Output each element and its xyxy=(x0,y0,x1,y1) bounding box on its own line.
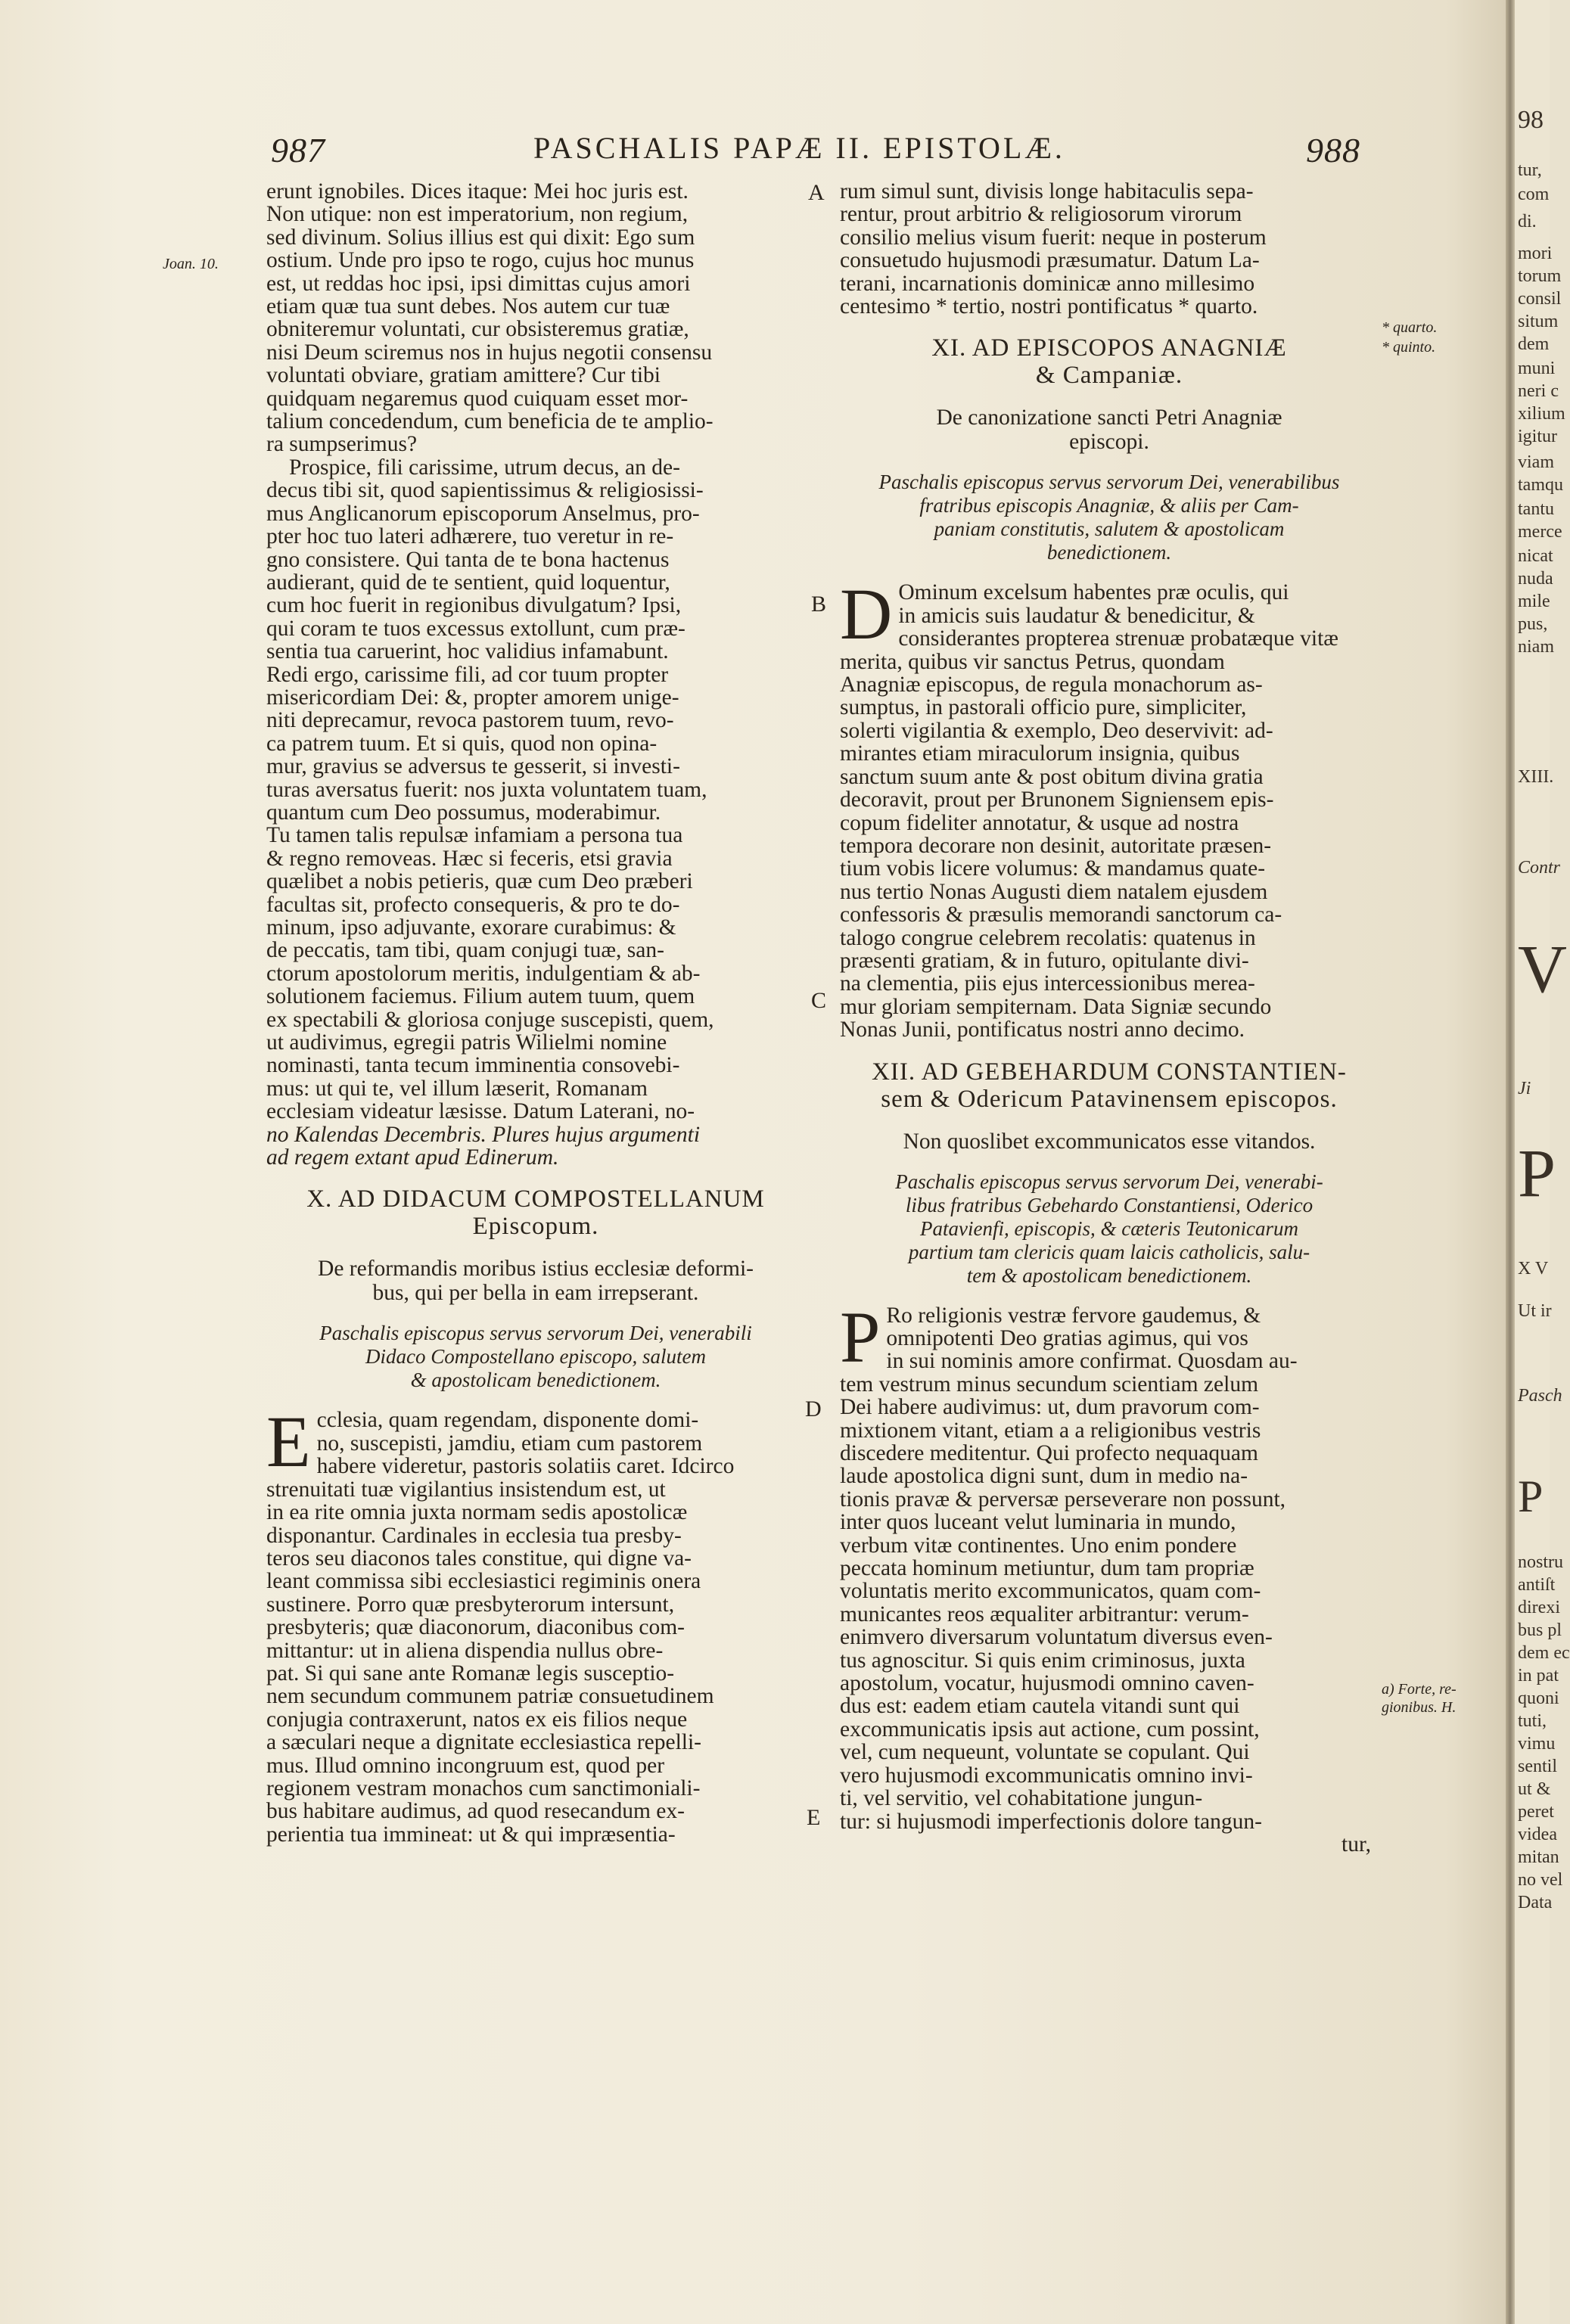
letter-10-title: X. AD DIDACUM COMPOSTELLANUM xyxy=(306,1185,765,1213)
text-line: Anagniæ episcopus, de regula monachorum as- xyxy=(840,673,1263,698)
text-line: bus habitare audimus, ad quod resecandum ex- xyxy=(266,1799,685,1824)
text-line: sed divinum. Solius illius est qui dixit: Ego sum xyxy=(266,225,695,250)
text-line: rentur, prout arbitrio & religiosorum virorum xyxy=(840,202,1242,227)
greeting-line: Paschalis episcopus servus servorum Dei, venerabi- xyxy=(895,1170,1323,1193)
text-line: nem secundum communem patriæ consuetudinem xyxy=(266,1684,714,1709)
next-page-fragment: xilium xyxy=(1518,404,1565,424)
text-line: quantum cum Deo possumus, moderabimur. xyxy=(266,800,661,825)
text-line: cum hoc fuerit in regionibus divulgatum? Ipsi, xyxy=(266,593,682,618)
text-line: sumptus, in pastorali officio pure, simpliciter, xyxy=(840,695,1247,720)
letter-10-subtitle: Episcopum. xyxy=(472,1213,599,1241)
text-line: de peccatis, tam tibi, quam conjugi tuæ, san- xyxy=(266,938,664,963)
text-line: verbum vitæ continentes. Uno enim pondere xyxy=(840,1533,1237,1558)
text-line: voluntati obviare, gratiam amittere? Cur tibi xyxy=(266,363,661,388)
next-page-fragment: nostru xyxy=(1518,1552,1563,1572)
next-page-fragment: vimu xyxy=(1518,1734,1556,1754)
text-line: decoravit, prout per Brunonem Signiensem epis- xyxy=(840,788,1274,812)
text-line: in ea rite omnia juxta normam sedis apostolicæ xyxy=(266,1500,688,1525)
text-line: pter hoc tuo lateri adhærere, tuo veretur in re- xyxy=(266,524,674,549)
next-page-fragment: merce xyxy=(1518,522,1562,542)
text-line: no, suscepisti, jamdiu, etiam cum pastorem xyxy=(316,1431,703,1456)
text-line: cclesia, quam regendam, disponente domi- xyxy=(316,1408,699,1433)
letter-12-title: XII. AD GEBEHARDUM CONSTANTIEN- xyxy=(872,1058,1347,1086)
text-line: ecclesiam videatur læsisse. Datum Laterani, no- xyxy=(266,1099,695,1124)
next-page-fragment: tur, xyxy=(1518,160,1542,180)
greeting-line: fratribus episcopis Anagniæ, & aliis per Cam- xyxy=(919,494,1299,517)
next-page-fragment: pus, xyxy=(1518,614,1548,634)
next-page-fragment: situm xyxy=(1518,312,1559,331)
text-line: centesimo * tertio, nostri pontificatus * quarto. xyxy=(840,294,1258,319)
text-line: leant commissa sibi ecclesiastici regiminis onera xyxy=(266,1569,701,1594)
text-line: consuetudo hujusmodi præsumatur. Datum La- xyxy=(840,248,1260,273)
left-para-1 xyxy=(266,180,805,456)
next-page-fragment: nuda xyxy=(1518,569,1553,589)
text-line: habere videretur, pastoris solatiis caret. Idcirco xyxy=(316,1454,735,1479)
text-line: ctorum apostolorum meritis, indulgentiam & ab- xyxy=(266,961,701,986)
text-line: decus tibi sit, quod sapientissimus & religiosissi- xyxy=(266,478,704,503)
text-line: talium concedendum, cum beneficia de te amplio- xyxy=(266,409,713,434)
text-line: teros seu diaconos tales constitue, qui digne va- xyxy=(266,1546,692,1571)
next-page-fragment: tantu xyxy=(1518,499,1554,519)
text-line: Non utique: non est imperatorium, non regium, xyxy=(266,202,689,227)
text-line: sustinere. Porro quæ presbyterorum intersunt, xyxy=(266,1592,675,1617)
text-line: ex spectabili & gloriosa conjuge suscepisti, quem, xyxy=(266,1007,714,1032)
next-page-fragment: dem ec xyxy=(1518,1643,1570,1663)
next-page-fragment: no vel xyxy=(1518,1870,1563,1890)
next-page-fragment: Ut ir xyxy=(1518,1301,1552,1321)
text-line: mus. Illud omnino incongruum est, quod per xyxy=(266,1753,665,1778)
right-para-1 xyxy=(840,180,1379,318)
text-line: considerantes propterea strenuæ probatæque vitæ xyxy=(898,626,1338,651)
right-column xyxy=(840,180,1379,1856)
next-page-fragment: quoni xyxy=(1518,1689,1559,1708)
greeting-line: paniam constitutis, salutem & apostolicam xyxy=(934,517,1285,541)
running-title: PASCHALIS PAPÆ II. EPISTOLÆ. xyxy=(533,131,1065,165)
text-line: rum simul sunt, divisis longe habitaculis sepa- xyxy=(840,179,1254,204)
letter-12-greeting xyxy=(840,1170,1379,1288)
text-line: mus: ut qui te, vel illum læserit, Romanam xyxy=(266,1076,648,1101)
text-line: & regno removeas. Hæc si feceris, etsi gravia xyxy=(266,846,673,871)
next-page-fragment: Data xyxy=(1518,1893,1553,1912)
next-page-fragment: in pat xyxy=(1518,1666,1559,1686)
text-line: vero hujusmodi excommunicatis omnino invi- xyxy=(840,1763,1253,1788)
greeting-line: & apostolicam benedictionem. xyxy=(410,1369,661,1392)
summary-line: bus, qui per bella in eam irrepserant. xyxy=(372,1281,699,1306)
next-page-fragment: com xyxy=(1518,185,1550,204)
text-line: obniteremur voluntati, cur obsisteremus gratiæ, xyxy=(266,317,689,342)
drop-cap: P xyxy=(840,1296,881,1378)
right-page-number: 988 xyxy=(1306,131,1360,169)
text-line: sanctum suum ante & post obitum divina gratia xyxy=(840,764,1264,789)
text-line: ti, vel servitio, vel cohabitatione jungun- xyxy=(840,1786,1203,1811)
next-page-fragment: X V xyxy=(1518,1259,1549,1279)
text-line: presbyteris; quæ diaconorum, diaconibus com- xyxy=(266,1615,686,1640)
text-line: voluntatis merito excommunicatos, quam com- xyxy=(840,1579,1261,1604)
section-marker-c-left: C xyxy=(811,988,827,1013)
letter-10-summary xyxy=(266,1257,805,1305)
text-line: sentia tua caruerint, hoc validius infamabunt. xyxy=(266,639,669,664)
text-line: audierant, quid de te sentient, quid loquentur, xyxy=(266,570,670,595)
text-line: tem vestrum minus secundum scientiam zelum xyxy=(840,1372,1259,1397)
next-page-fragment: Pasch xyxy=(1518,1386,1562,1406)
next-page-edge xyxy=(1515,0,1570,2324)
next-page-fragment: P xyxy=(1518,1136,1556,1211)
text-line: laude apostolica digni sunt, dum in medio na- xyxy=(840,1464,1248,1489)
next-page-fragment: bus pl xyxy=(1518,1620,1562,1640)
drop-cap: D xyxy=(840,573,893,655)
text-line: turas aversatus fuerit: nos juxta voluntatem tuam, xyxy=(266,777,707,802)
next-page-fragment: 98 xyxy=(1518,106,1544,134)
text-line: Nonas Junii, pontificatus nostri anno decimo. xyxy=(840,1018,1245,1042)
greeting-line: tem & apostolicam benedictionem. xyxy=(966,1263,1252,1287)
next-page-fragment: videa xyxy=(1518,1825,1557,1844)
text-line: tus agnoscitur. Si quis enim criminosus, juxta xyxy=(840,1648,1245,1673)
text-line: ra sumpserimus? xyxy=(266,432,418,457)
next-page-fragment: niam xyxy=(1518,637,1554,657)
text-line: quælibet a nobis petieris, quæ cum Deo præberi xyxy=(266,869,693,894)
next-page-fragment: torum xyxy=(1518,266,1562,286)
greeting-line: partium tam clericis quam laicis catholicis, salu- xyxy=(908,1240,1310,1263)
greeting-line: benedictionem. xyxy=(1046,541,1172,564)
text-line: tempora decorare non desinit, autoritate præsen- xyxy=(840,833,1272,858)
catchword: tur, xyxy=(1341,1832,1371,1856)
next-page-fragment: Contr xyxy=(1518,858,1561,878)
next-page-fragment: tuti, xyxy=(1518,1711,1547,1731)
next-page-fragment: Ji xyxy=(1518,1079,1531,1098)
letter-12-summary: Non quoslibet excommunicatos esse vitandos. xyxy=(903,1129,1316,1154)
text-line: perientia tua immineat: ut & qui impræsentia- xyxy=(266,1822,676,1847)
text-line: mittantur: ut in aliena dispendia nullus obre- xyxy=(266,1638,664,1663)
letter-12-subtitle: sem & Odericum Patavinensem episcopos. xyxy=(881,1085,1338,1113)
text-line: terani, incarnationis dominicæ anno millesimo xyxy=(840,271,1255,296)
text-line: Prospice, fili carissime, utrum decus, an de- xyxy=(289,455,680,480)
letter-11-summary xyxy=(840,405,1379,454)
text-line: tium vobis licere volumus: & mandamus quate- xyxy=(840,856,1266,881)
margin-note-quinto: * quinto. xyxy=(1382,339,1436,356)
text-line: municantes reos æqualiter arbitrantur: verum- xyxy=(840,1602,1249,1626)
left-page-number: 987 xyxy=(271,131,325,169)
left-column xyxy=(266,180,805,1846)
text-line: omnipotenti Deo gratias agimus, qui vos xyxy=(886,1325,1248,1350)
text-line: apostolum, vocatur, hujusmodi omnino caven- xyxy=(840,1671,1254,1696)
text-line: conjugia contraxerunt, natos ex eis filios neque xyxy=(266,1707,688,1732)
text-line: nisi Deum sciremus nos in hujus negotii consensu xyxy=(266,340,713,365)
text-line: qui coram te tuos excessus extollunt, cum præ- xyxy=(266,616,686,641)
text-line: talogo congrue celebrem recolatis: quatenus in xyxy=(840,925,1256,950)
text-line: ca patrem tuum. Et si quis, quod non opina- xyxy=(266,731,658,756)
next-page-fragment: muni xyxy=(1518,359,1556,378)
next-page-fragment: viam xyxy=(1518,452,1554,472)
next-page-fragment: mori xyxy=(1518,244,1553,263)
text-line: niti deprecamur, revoca pastorem tuum, revo- xyxy=(266,708,674,733)
text-line: ut audivimus, egregii patris Wilielmi nomine xyxy=(266,1030,667,1055)
next-page-fragment: P xyxy=(1518,1471,1544,1521)
text-line: Redi ergo, carissime fili, ad cor tuum propter xyxy=(266,662,669,687)
next-page-fragment: neri c xyxy=(1518,381,1559,401)
next-page-fragment: tamqu xyxy=(1518,475,1563,495)
drop-cap: E xyxy=(266,1401,311,1483)
text-line: mus Anglicanorum episcoporum Anselmus, pro- xyxy=(266,501,700,526)
text-line: gno consistere. Qui tanta de te bona hactenus xyxy=(266,547,670,572)
text-line: in amicis suis laudatur & benedicitur, & xyxy=(898,603,1255,628)
text-line: ostium. Unde pro ipso te rogo, cujus hoc munus xyxy=(266,248,695,273)
next-page-fragment: antiſt xyxy=(1518,1575,1556,1595)
summary-line: episcopi. xyxy=(1069,430,1149,455)
next-page-fragment: XIII. xyxy=(1518,767,1554,787)
next-page-fragment: igitur xyxy=(1518,427,1557,446)
text-line: mixtionem vitant, etiam a a religionibus vestris xyxy=(840,1418,1261,1443)
next-page-fragment: consil xyxy=(1518,289,1562,309)
margin-note-quarto: * quarto. xyxy=(1382,319,1438,336)
next-page-fragment: peret xyxy=(1518,1802,1554,1822)
text-line: minum, ipso adjuvante, exorare curabimus: & xyxy=(266,915,676,940)
text-line: mirantes etiam miraculorum insignia, quibus xyxy=(840,741,1240,766)
greeting-line: libus fratribus Gebehardo Constantiensi, Oderico xyxy=(905,1193,1314,1216)
section-marker-e: E xyxy=(807,1805,821,1830)
section-marker-d: D xyxy=(805,1397,822,1421)
text-line: strenuitati tuæ vigilantius insistendum est, ut xyxy=(266,1477,666,1502)
summary-line: De canonizatione sancti Petri Anagniæ xyxy=(936,405,1282,430)
greeting-line: Paschalis episcopus servus servorum Dei, venerabilibus xyxy=(878,471,1340,494)
text-line: Ro religionis vestræ fervore gaudemus, & xyxy=(886,1303,1261,1328)
section-marker-a: A xyxy=(808,180,825,205)
text-line: Ominum excelsum habentes præ oculis, qui xyxy=(898,580,1289,605)
text-line: mur gloriam sempiternam. Data Signiæ secundo xyxy=(840,994,1272,1019)
next-page-fragment: nicat xyxy=(1518,546,1553,566)
summary-line: De reformandis moribus istius ecclesiæ deformi- xyxy=(318,1257,754,1282)
text-line: nus tertio Nonas Augusti diem natalem ejusdem xyxy=(840,879,1268,904)
letter-11-greeting xyxy=(840,471,1379,564)
letter-10-greeting xyxy=(266,1322,805,1392)
text-line: præsenti gratiam, & in futuro, opitulante divi- xyxy=(840,948,1249,973)
text-line: ad regem extant apud Edinerum. xyxy=(266,1145,559,1170)
text-line: solutionem faciemus. Filium autem tuum, quem xyxy=(266,984,695,1009)
text-line: peccata hominum metiuntur, dum tam propriæ xyxy=(840,1556,1254,1581)
letter-10-body xyxy=(266,1401,805,1847)
text-line: excommunicatis ipsis aut actione, cum possint, xyxy=(840,1717,1260,1741)
section-marker-b: B xyxy=(811,592,827,617)
next-page-fragment: di. xyxy=(1518,212,1537,231)
margin-note-forte: a) Forte, re- xyxy=(1382,1681,1457,1698)
text-line: consilio melius visum fuerit: neque in posterum xyxy=(840,225,1267,250)
next-page-fragment: mitan xyxy=(1518,1847,1559,1867)
text-line: tur: si hujusmodi imperfectionis dolore tangun- xyxy=(840,1809,1262,1834)
left-para-2 xyxy=(266,456,805,1170)
text-line: erunt ignobiles. Dices itaque: Mei hoc juris est. xyxy=(266,179,689,204)
text-line: misericordiam Dei: &, propter amorem unige- xyxy=(266,685,679,710)
next-page-fragment: dem xyxy=(1518,334,1550,354)
text-line: enimvero diversarum voluntatum diversus even- xyxy=(840,1625,1273,1650)
text-line: nominasti, tanta tecum imminentia consovebi- xyxy=(266,1053,680,1078)
letter-11-title: XI. AD EPISCOPOS ANAGNIÆ xyxy=(931,334,1287,362)
text-line: na clementia, piis ejus intercessionibus merea- xyxy=(840,971,1255,996)
margin-note-gionibus: gionibus. H. xyxy=(1382,1699,1457,1716)
letter-11-body xyxy=(840,573,1379,1042)
text-line: dus est: eadem etiam cautela vitandi sunt qui xyxy=(840,1694,1240,1719)
text-line: Tu tamen talis repulsæ infamiam a persona tua xyxy=(266,823,683,848)
text-line: Dei habere audivimus: ut, dum pravorum com- xyxy=(840,1395,1260,1420)
text-line: disponantur. Cardinales in ecclesia tua presby- xyxy=(266,1523,682,1548)
greeting-line: Patavienfi, episcopis, & cæteris Teutonicarum xyxy=(920,1216,1298,1240)
greeting-line: Paschalis episcopus servus servorum Dei, venerabili xyxy=(319,1322,752,1345)
text-line: inter quos luceant velut luminaria in mundo, xyxy=(840,1510,1236,1535)
book-gutter xyxy=(1506,0,1515,2324)
text-line: vel, cum nequeunt, voluntate se copulant. Qui xyxy=(840,1740,1250,1765)
text-line: in sui nominis amore confirmat. Quosdam au- xyxy=(886,1349,1298,1374)
text-line: confessoris & præsulis memorandi sanctorum ca- xyxy=(840,903,1282,927)
next-page-fragment: sentil xyxy=(1518,1757,1557,1776)
text-line: tionis pravæ & perversæ perseverare non possunt, xyxy=(840,1487,1286,1512)
next-page-fragment: mile xyxy=(1518,592,1550,611)
text-line: mur, gravius se adversus te gesserit, si investi- xyxy=(266,754,680,779)
text-line: discedere meditentur. Qui profecto nequaquam xyxy=(840,1441,1258,1465)
letter-11-subtitle: & Campaniæ. xyxy=(1035,362,1183,390)
text-line: copum fideliter annotatur, & usque ad nostra xyxy=(840,810,1239,835)
greeting-line: Didaco Compostellano episcopo, salutem xyxy=(365,1345,706,1369)
letter-12-body xyxy=(840,1296,1379,1856)
text-line: solerti vigilantia & exemplo, Deo deservivit: ad- xyxy=(840,718,1273,743)
next-page-fragment: ut & xyxy=(1518,1779,1551,1799)
next-page-fragment: V xyxy=(1518,932,1567,1007)
text-line: regionem vestram monachos cum sanctimoniali- xyxy=(266,1776,701,1800)
text-line: pat. Si qui sane ante Romanæ legis susceptio- xyxy=(266,1661,675,1686)
text-line: a sæculari neque a dignitate ecclesiastica repelli- xyxy=(266,1730,701,1755)
text-line: merita, quibus vir sanctus Petrus, quondam xyxy=(840,649,1225,674)
margin-note-joan: Joan. 10. xyxy=(163,256,219,272)
next-page-fragment: direxi xyxy=(1518,1598,1560,1617)
text-line: quidquam negaremus quod cuiquam esset mor- xyxy=(266,386,689,411)
text-line: est, ut reddas hoc ipsi, ipsi dimittas cujus amori xyxy=(266,271,691,296)
text-line: facultas sit, profecto consequeris, & pro te do- xyxy=(266,892,680,917)
text-line: etiam quæ tua sunt debes. Nos autem cur tuæ xyxy=(266,294,670,319)
text-line: no Kalendas Decembris. Plures hujus argumenti xyxy=(266,1122,701,1147)
